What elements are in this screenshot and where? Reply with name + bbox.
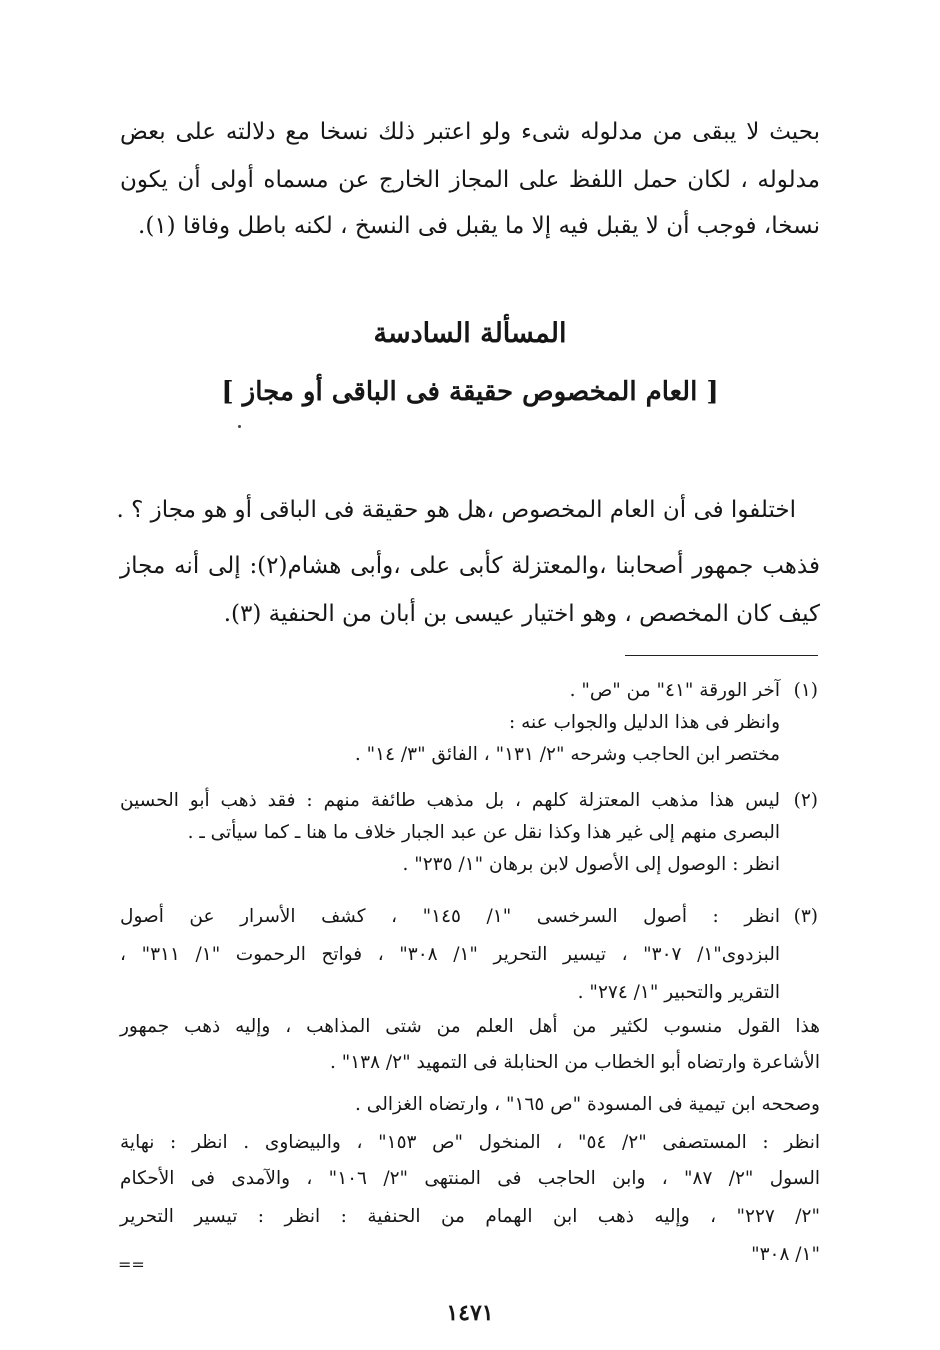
footnote-line: "٢/ ٢٢٧" ، وإليه ذهب ابن الهمام من الحنفية : انظر : تيسير التحرير	[120, 1206, 820, 1227]
footnote-line: الأشاعرة وارتضاه أبو الخطاب من الحنابلة فى التمهيد "٢/ ١٣٨" .	[329, 1052, 820, 1073]
footnote-line: البصرى منهم إلى غير هذا وكذا نقل عن عبد الجبار خلاف ما هنا ـ كما سيأتى ـ .	[187, 822, 780, 843]
section-title: المسألة السادسة	[373, 318, 567, 349]
body-line: مدلوله ، لكان حمل اللفظ على المجاز الخارج عن مسماه أولى أن يكون	[120, 167, 820, 193]
footnote-number: (٣)	[793, 906, 818, 927]
footnote-line: السول "٢/ ٨٧" ، وابن الحاجب فى المنتهى "٢/ ١٠٦" ، والآمدى فى الأحكام	[120, 1168, 820, 1189]
footnote-number: (١)	[793, 680, 818, 701]
stray-mark	[238, 425, 241, 428]
footnote-line: انظر : أصول السرخسى "١/ ١٤٥" ، كشف الأسرار عن أصول	[120, 906, 780, 927]
body-line: اختلفوا فى أن العام المخصوص ،هل هو حقيقة فى الباقى أو هو مجاز ؟ .	[116, 497, 796, 523]
page-number: ١٤٧١	[446, 1300, 494, 1326]
footnote-line: آخر الورقة "٤١" من "ص" .	[569, 680, 780, 701]
footnote-line: مختصر ابن الحاجب وشرحه "٢/ ١٣١" ، الفائق "٣/ ١٤" .	[354, 744, 780, 765]
footnote-line: انظر : المستصفى "٢/ ٥٤" ، المنخول "ص ١٥٣" ، والبيضاوى . انظر : نهاية	[120, 1132, 821, 1153]
footnote-line: هذا القول منسوب لكثير من أهل العلم من شتى المذاهب ، وإليه ذهب جمهور	[120, 1016, 820, 1037]
footnote-line: وانظر فى هذا الدليل والجواب عنه :	[508, 712, 780, 733]
footnote-line: التقرير والتحبير "١/ ٢٧٤" .	[577, 982, 780, 1003]
continuation-mark: ==	[118, 1255, 145, 1274]
footnote-separator	[625, 655, 818, 656]
body-line: فذهب جمهور أصحابنا ،والمعتزلة كأبى على ،وأبى هشام(٢): إلى أنه مجاز	[120, 553, 820, 579]
footnote-line: ليس هذا مذهب المعتزلة كلهم ، بل مذهب طائفة منهم : فقد ذهب أبو الحسين	[120, 790, 780, 811]
footnote-line: البزدوى"١/ ٣٠٧" ، تيسير التحرير "١/ ٣٠٨" ، فواتح الرحموت "١/ ٣١١" ،	[120, 944, 780, 965]
footnote-number: (٢)	[793, 790, 818, 811]
footnote-line: وصححه ابن تيمية فى المسودة "ص ١٦٥" ، وارتضاه الغزالى .	[355, 1094, 820, 1115]
section-subtitle: [ العام المخصوص حقيقة فى الباقى أو مجاز ]	[221, 377, 719, 407]
body-line: بحيث لا يبقى من مدلوله شىء ولو اعتبر ذلك نسخا مع دلالته على بعض	[120, 119, 820, 145]
footnote-line: انظر : الوصول إلى الأصول لابن برهان "١/ ٢٣٥" .	[402, 854, 780, 875]
footnote-line: "١/ ٣٠٨"	[751, 1244, 820, 1265]
body-line: كيف كان المخصص ، وهو اختيار عيسى بن أبان من الحنفية (٣).	[223, 601, 820, 627]
body-line: نسخا، فوجب أن لا يقبل فيه إلا ما يقبل فى النسخ ، لكنه باطل وفاقا (١).	[138, 213, 820, 239]
